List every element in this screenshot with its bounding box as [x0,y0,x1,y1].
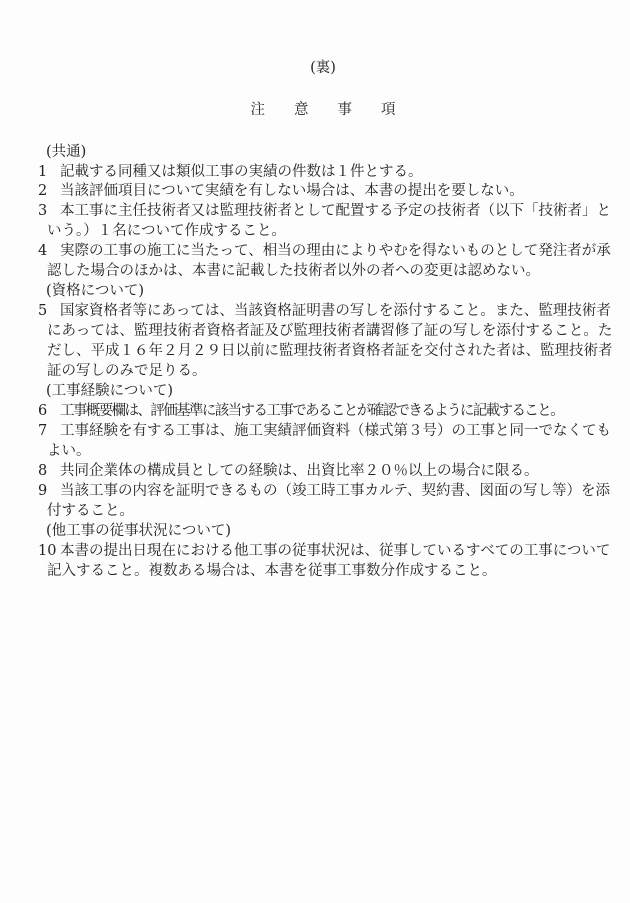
item-number: 4 [38,243,48,259]
note-item-3-continuation: いう。）１名について作成すること。 [47,223,286,239]
section-heading-experience: (工事経験について) [46,383,174,399]
note-item-7-continuation: よい。 [47,443,91,459]
note-item-4-continuation: 認した場合のほかは、本書に記載した技術者以外の者への変更は認めない。 [47,263,540,279]
item-number: 10 [38,543,57,559]
note-item-10 [0,541,630,561]
item-text: 工事経験を有する工事は、施工実績評価資料（様式第３号）の工事と同一でなくても [60,423,611,439]
item-text: 当該工事の内容を証明できるもの（竣工時工事カルテ、契約書、図面の写し等）を添 [60,483,610,499]
note-item-9 [0,481,630,501]
item-text: 本書の提出日現在における他工事の従事状況は、従事しているすべての工事について [60,543,611,559]
page-side-label: (裏) [310,60,336,76]
item-number: 7 [38,423,48,439]
note-item-2 [0,181,630,201]
note-item-7 [0,421,630,441]
note-item-10-continuation: 記入すること。複数ある場合は、本書を従事工事数分作成すること。 [47,563,497,579]
note-item-5 [0,301,630,321]
note-item-1 [0,162,630,182]
note-item-5-continuation: にあっては、監理技術者資格者証及び監理技術者講習修了証の写しを添付すること。た [47,323,613,339]
item-number: 2 [38,183,48,199]
item-number: 6 [38,403,46,419]
item-text: 本工事に主任技術者又は監理技術者として配置する予定の技術者（以下「技術者」と [60,203,611,219]
note-item-8 [0,461,630,481]
section-heading-qualification: (資格について) [46,283,145,299]
item-number: 5 [38,303,48,319]
item-number: 8 [38,463,48,479]
note-item-9-continuation: 付すること。 [47,503,134,519]
item-text: 工事概要欄は、評価基準に該当する工事であることが確認できるように記載すること。 [60,403,564,419]
doc-title: 注 意 事 項 [250,102,396,118]
section-heading-common: (共通) [46,144,87,160]
item-text: 国家資格者等にあっては、当該資格証明書の写しを添付すること。また、監理技術者 [60,303,611,319]
item-number: 1 [38,164,48,180]
note-item-5-continuation: だし、平成１６年２月２９日以前に監理技術者資格者証を交付された者は、監理技術者 [47,343,613,359]
item-text: 実際の工事の施工に当たって、相当の理由によりやむを得ないものとして発注者が承 [60,243,611,259]
note-item-6 [0,401,630,421]
note-item-4 [0,241,630,261]
note-item-3 [0,201,630,221]
item-text: 共同企業体の構成員としての経験は、出資比率２０％以上の場合に限る。 [60,463,539,479]
item-number: 9 [38,483,48,499]
item-number: 3 [38,203,48,219]
item-text: 当該評価項目について実績を有しない場合は、本書の提出を要しない。 [60,183,524,199]
section-heading-other-works: (他工事の従事状況について) [46,523,232,539]
note-item-5-continuation: 証の写しのみで足りる。 [47,363,207,379]
item-text: 記載する同種又は類似工事の実績の件数は１件とする。 [60,164,423,180]
